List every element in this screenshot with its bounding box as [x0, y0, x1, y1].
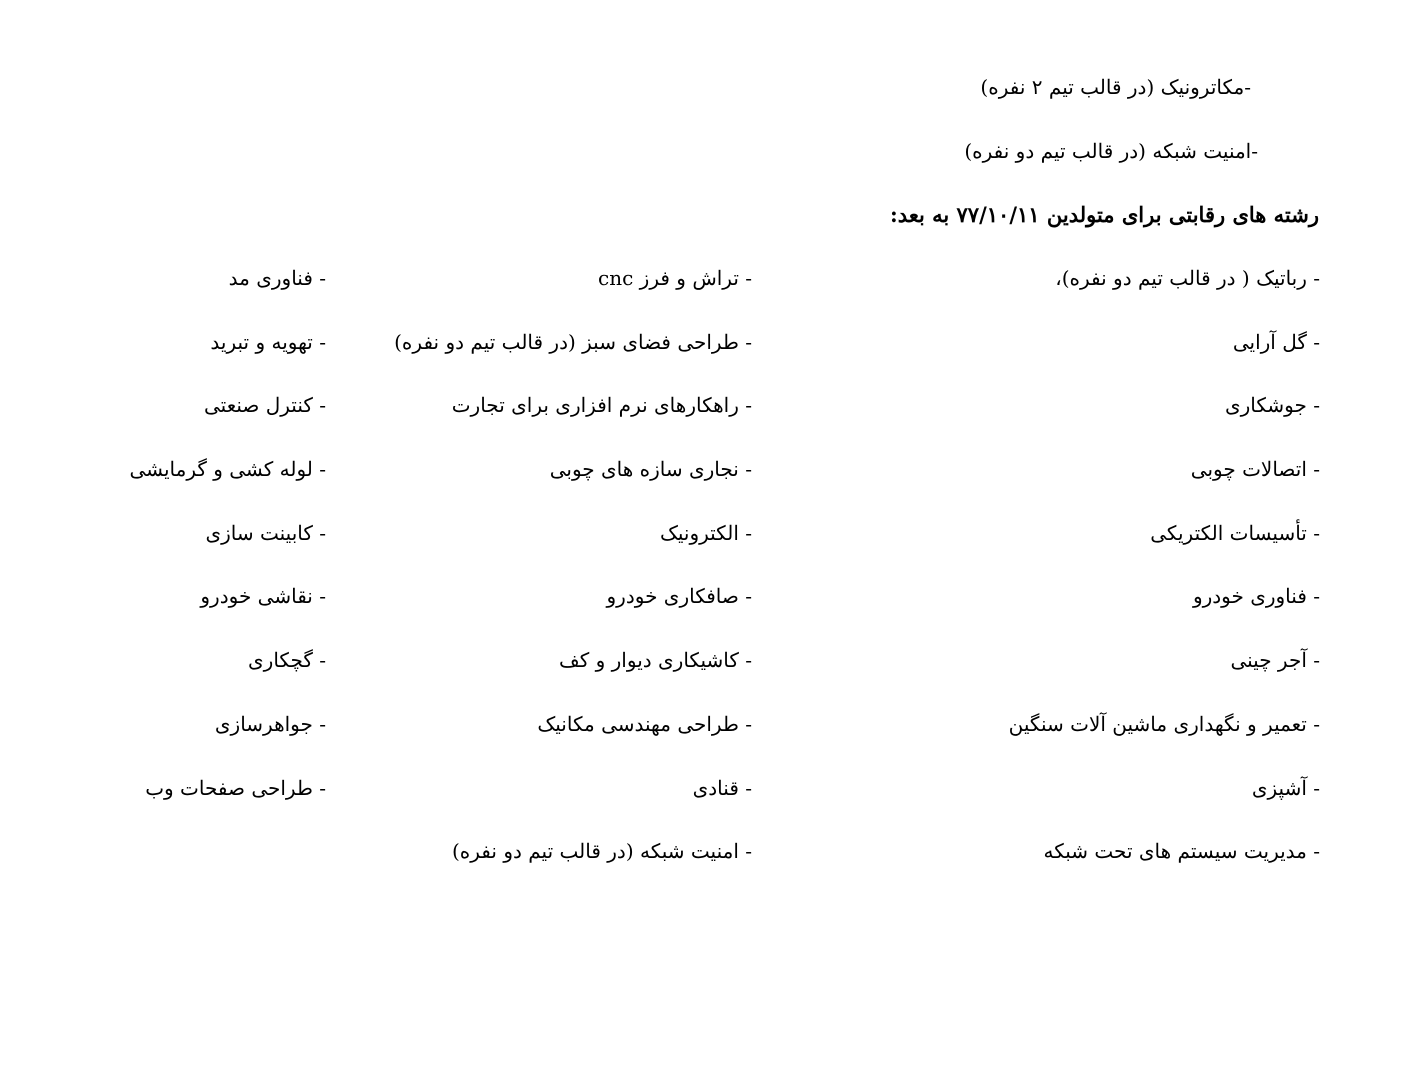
field-item: - آجر چینی: [1230, 648, 1320, 673]
field-item: - نجاری سازه های چوبی: [549, 457, 752, 482]
fields-column-middle: [394, 265, 752, 902]
field-item: - رباتیک ( در قالب تیم دو نفره)،: [1055, 266, 1320, 290]
field-item: - الکترونیک: [659, 520, 752, 545]
field-item: - تأسیسات الکتریکی: [1150, 520, 1320, 545]
field-item: - قنادی: [692, 775, 752, 800]
field-item: - کابینت سازی: [205, 520, 326, 545]
field-item: - اتصالات چوبی: [1190, 457, 1320, 482]
field-item: - تعمیر و نگهداری ماشین آلات سنگین: [1008, 711, 1320, 736]
field-item: - مدیریت سیستم های تحت شبکه: [1043, 839, 1320, 864]
field-item: - کاشیکاری دیوار و کف: [559, 648, 752, 673]
field-item: - گچکاری: [248, 648, 326, 673]
field-item: - گل آرایی: [1232, 329, 1320, 354]
field-item: - تهویه و تبرید: [210, 329, 326, 354]
intro-line-network-security: -امنیت شبکه (در قالب تیم دو نفره): [964, 139, 1258, 163]
field-item: - تراش و فرز cnc: [598, 266, 752, 290]
field-item: - فناوری خودرو: [1192, 584, 1320, 609]
field-item: - فناوری مد: [228, 266, 326, 290]
field-item: - صافکاری خودرو: [606, 584, 752, 609]
field-item: - امنیت شبکه (در قالب تیم دو نفره): [451, 839, 752, 864]
field-item: - طراحی فضای سبز (در قالب تیم دو نفره): [394, 329, 752, 354]
field-item: - آشپزی: [1251, 775, 1320, 800]
field-item: - جواهرسازی: [214, 711, 326, 736]
field-item: - نقاشی خودرو: [200, 584, 326, 609]
field-item: - طراحی مهندسی مکانیک: [537, 711, 752, 736]
field-item: - جوشکاری: [1224, 393, 1320, 418]
fields-column-left: [129, 265, 326, 838]
competition-fields-grid: [100, 265, 1320, 885]
field-item: - راهکارهای نرم افزاری برای تجارت: [451, 393, 752, 418]
section-heading: رشته های رقابتی برای متولدین ۷۷/۱۰/۱۱ به بعد:: [890, 202, 1319, 227]
field-item: - لوله کشی و گرمایشی: [129, 457, 326, 482]
fields-column-right: [1009, 265, 1320, 902]
intro-line-mechatronics: -مکاترونیک (در قالب تیم ۲ نفره): [980, 75, 1251, 99]
field-item: - طراحی صفحات وب: [145, 775, 326, 800]
field-item: - کنترل صنعتی: [203, 393, 326, 418]
